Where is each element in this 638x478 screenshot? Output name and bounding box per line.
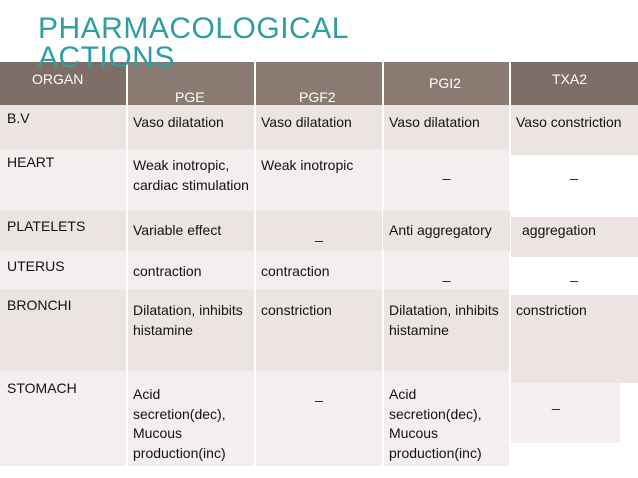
cell-stomach-pgi2 bbox=[383, 371, 510, 466]
cell-heart-pge2 bbox=[127, 149, 255, 211]
cell-text: Vaso dilatation bbox=[261, 114, 352, 130]
cell-text: contraction bbox=[133, 263, 202, 279]
cell-platelets-pgi2 bbox=[383, 211, 510, 251]
cell-uterus-pgi2 bbox=[383, 251, 510, 289]
header-pge2-label: PGE bbox=[175, 89, 205, 105]
cell-heart-pgf2a bbox=[255, 149, 383, 211]
page-title bbox=[38, 14, 349, 72]
organ-cell-bv bbox=[0, 105, 127, 149]
cell-text: Dilatation, inhibits histamine bbox=[133, 302, 243, 338]
organ-cell-stomach bbox=[0, 371, 127, 466]
organ-cell-bronchi bbox=[0, 289, 127, 371]
cell-platelets-pge2 bbox=[127, 211, 255, 251]
cell-platelets-txa2 bbox=[510, 217, 638, 257]
cell-uterus-pgf2a bbox=[255, 251, 383, 289]
organ-label: UTERUS bbox=[7, 258, 65, 274]
cell-text: _ bbox=[315, 386, 323, 402]
organ-label: STOMACH bbox=[7, 380, 77, 396]
organ-label: B.V bbox=[7, 110, 30, 126]
cell-text: Variable effect bbox=[133, 222, 222, 238]
header-txa2-label: TXA2 bbox=[552, 71, 588, 87]
cell-stomach-pgf2a bbox=[255, 371, 383, 466]
cell-heart-pgi2 bbox=[383, 149, 510, 211]
cell-text: _ bbox=[552, 394, 560, 410]
cell-text: _ bbox=[442, 164, 451, 180]
header-txa2 bbox=[510, 62, 638, 105]
cell-stomach-txa2 bbox=[510, 383, 620, 443]
cell-text: Acid secretion(dec), Mucous production(inc) bbox=[133, 386, 226, 461]
cell-bv-pge2 bbox=[127, 105, 255, 149]
cell-text: Weak inotropic bbox=[261, 157, 354, 173]
cell-text: _ bbox=[442, 266, 451, 282]
cell-bv-pgf2a bbox=[255, 105, 383, 149]
cell-text: _ bbox=[315, 226, 323, 242]
cell-text: aggregation bbox=[522, 222, 596, 238]
header-pgi2 bbox=[383, 62, 510, 105]
header-pgf2a-label: PGF2 bbox=[299, 89, 336, 105]
cell-bronchi-txa2 bbox=[510, 295, 638, 383]
cell-text: Anti aggregatory bbox=[389, 222, 492, 238]
organ-label: PLATELETS bbox=[7, 218, 86, 234]
cell-bronchi-pgf2a bbox=[255, 289, 383, 371]
cell-bronchi-pge2 bbox=[127, 289, 255, 371]
organ-cell-platelets bbox=[0, 211, 127, 251]
title-line-2: ACTIONS bbox=[38, 41, 175, 74]
cell-bv-pgi2 bbox=[383, 105, 510, 149]
title-line-1: PHARMACOLOGICAL bbox=[38, 12, 349, 45]
grid-vline-2 bbox=[254, 62, 256, 466]
cell-text: _ bbox=[570, 266, 578, 282]
cell-text: Acid secretion(dec), Mucous production(inc) bbox=[389, 386, 482, 461]
organ-cell-heart bbox=[0, 149, 127, 211]
organ-label: HEART bbox=[7, 154, 55, 170]
cell-text: Vaso dilatation bbox=[389, 114, 480, 130]
organ-label: BRONCHI bbox=[7, 297, 72, 313]
cell-uterus-pge2 bbox=[127, 251, 255, 289]
grid-vline-1 bbox=[126, 62, 128, 466]
grid-vline-3 bbox=[382, 62, 384, 466]
cell-platelets-pgf2a bbox=[255, 211, 383, 251]
header-organ-label: ORGAN bbox=[32, 71, 84, 87]
header-pgi2-label: PGI2 bbox=[429, 75, 461, 91]
cell-text: Weak inotropic, cardiac stimulation bbox=[133, 157, 249, 193]
cell-text: constriction bbox=[516, 302, 587, 318]
cell-text: contraction bbox=[261, 263, 330, 279]
cell-text: Vaso dilatation bbox=[133, 114, 224, 130]
cell-heart-txa2 bbox=[510, 155, 638, 217]
cell-stomach-pge2 bbox=[127, 371, 255, 466]
organ-cell-uterus bbox=[0, 251, 127, 289]
cell-text: Dilatation, inhibits histamine bbox=[389, 302, 499, 338]
cell-text: _ bbox=[570, 164, 578, 180]
grid-vline-4 bbox=[509, 62, 511, 466]
cell-bv-txa2 bbox=[510, 105, 638, 155]
cell-text: Vaso constriction bbox=[516, 114, 622, 130]
cell-uterus-txa2 bbox=[510, 257, 638, 295]
cell-bronchi-pgi2 bbox=[383, 289, 510, 371]
cell-text: constriction bbox=[261, 302, 332, 318]
